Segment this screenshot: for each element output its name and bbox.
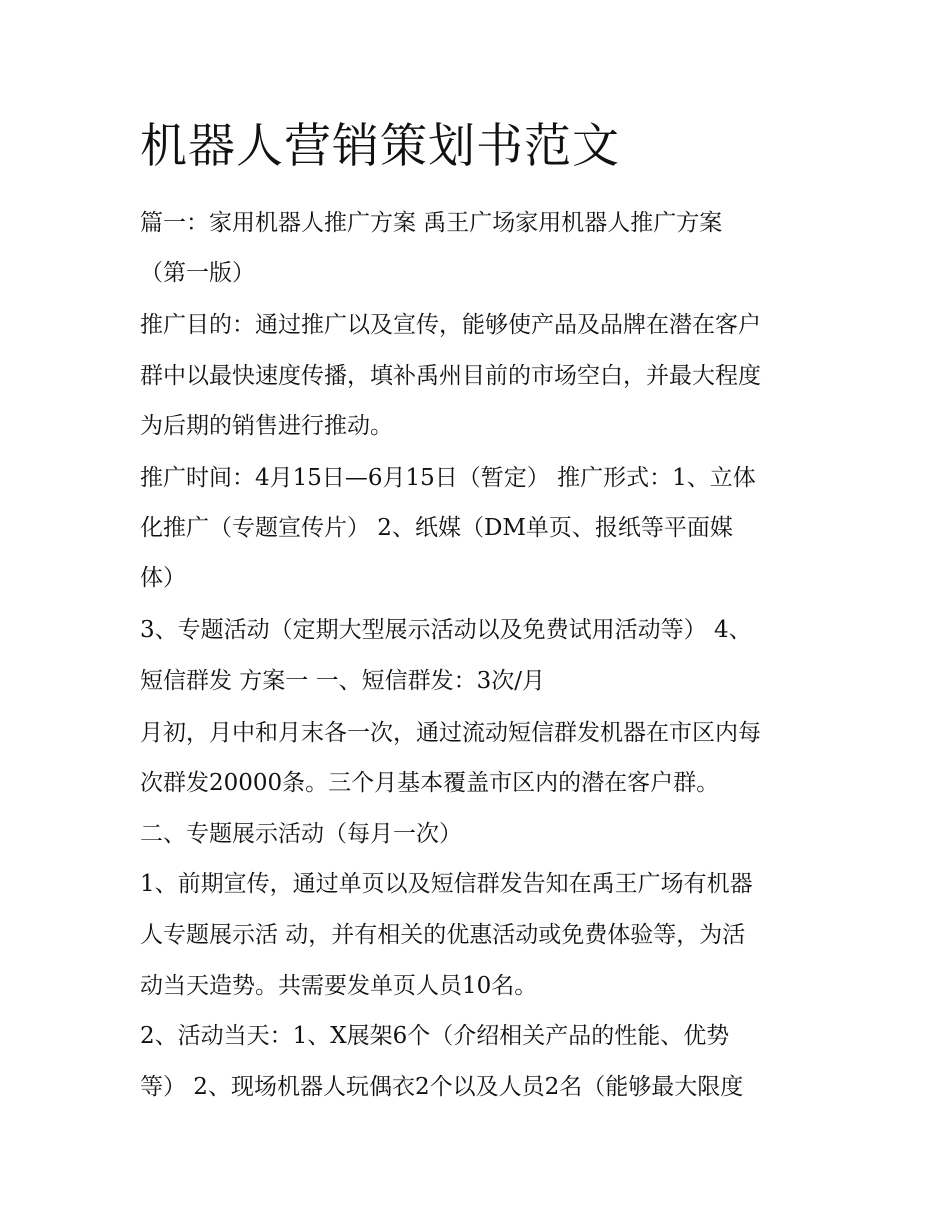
paragraph-line: 等） 2、现场机器人玩偶衣2个以及人员2名（能够最大限度 <box>140 1074 744 1100</box>
paragraph-line: 3、专题活动（定期大型展示活动以及免费试用活动等） 4、 <box>140 617 752 643</box>
document-title: 机器人营销策划书范文 <box>140 119 620 174</box>
paragraph-line: 短信群发 方案一 一、短信群发：3次/月 <box>140 668 546 694</box>
paragraph-line: 2、活动当天：1、X展架6个（介绍相关产品的性能、优势 <box>140 1023 730 1049</box>
paragraph-line: 推广时间：4月15日—6月15日（暂定） 推广形式：1、立体 <box>140 465 756 491</box>
paragraph-line: （第一版） <box>140 260 255 286</box>
paragraph-line: 体） <box>140 565 186 591</box>
paragraph-line: 群中以最快速度传播，填补禹州目前的市场空白，并最大程度 <box>140 363 761 389</box>
paragraph-line: 二、专题展示活动（每月一次） <box>140 821 462 847</box>
paragraph-line: 为后期的销售进行推动。 <box>140 413 393 439</box>
paragraph-line: 次群发20000条。三个月基本覆盖市区内的潜在客户群。 <box>140 770 720 796</box>
paragraph-line: 月初，月中和月末各一次，通过流动短信群发机器在市区内每 <box>140 720 761 746</box>
paragraph-line: 人专题展示活 动，并有相关的优惠活动或免费体验等，为活 <box>140 922 746 948</box>
paragraph-line: 篇一：家用机器人推广方案 禹王广场家用机器人推广方案 <box>140 210 723 236</box>
paragraph-line: 化推广（专题宣传片） 2、纸媒（DM单页、报纸等平面媒 <box>140 515 733 541</box>
paragraph-line: 推广目的：通过推广以及宣传，能够使产品及品牌在潜在客户 <box>140 312 761 338</box>
paragraph-line: 1、前期宣传，通过单页以及短信群发告知在禹王广场有机器 <box>140 871 753 897</box>
paragraph-line: 动当天造势。共需要发单页人员10名。 <box>140 973 538 999</box>
